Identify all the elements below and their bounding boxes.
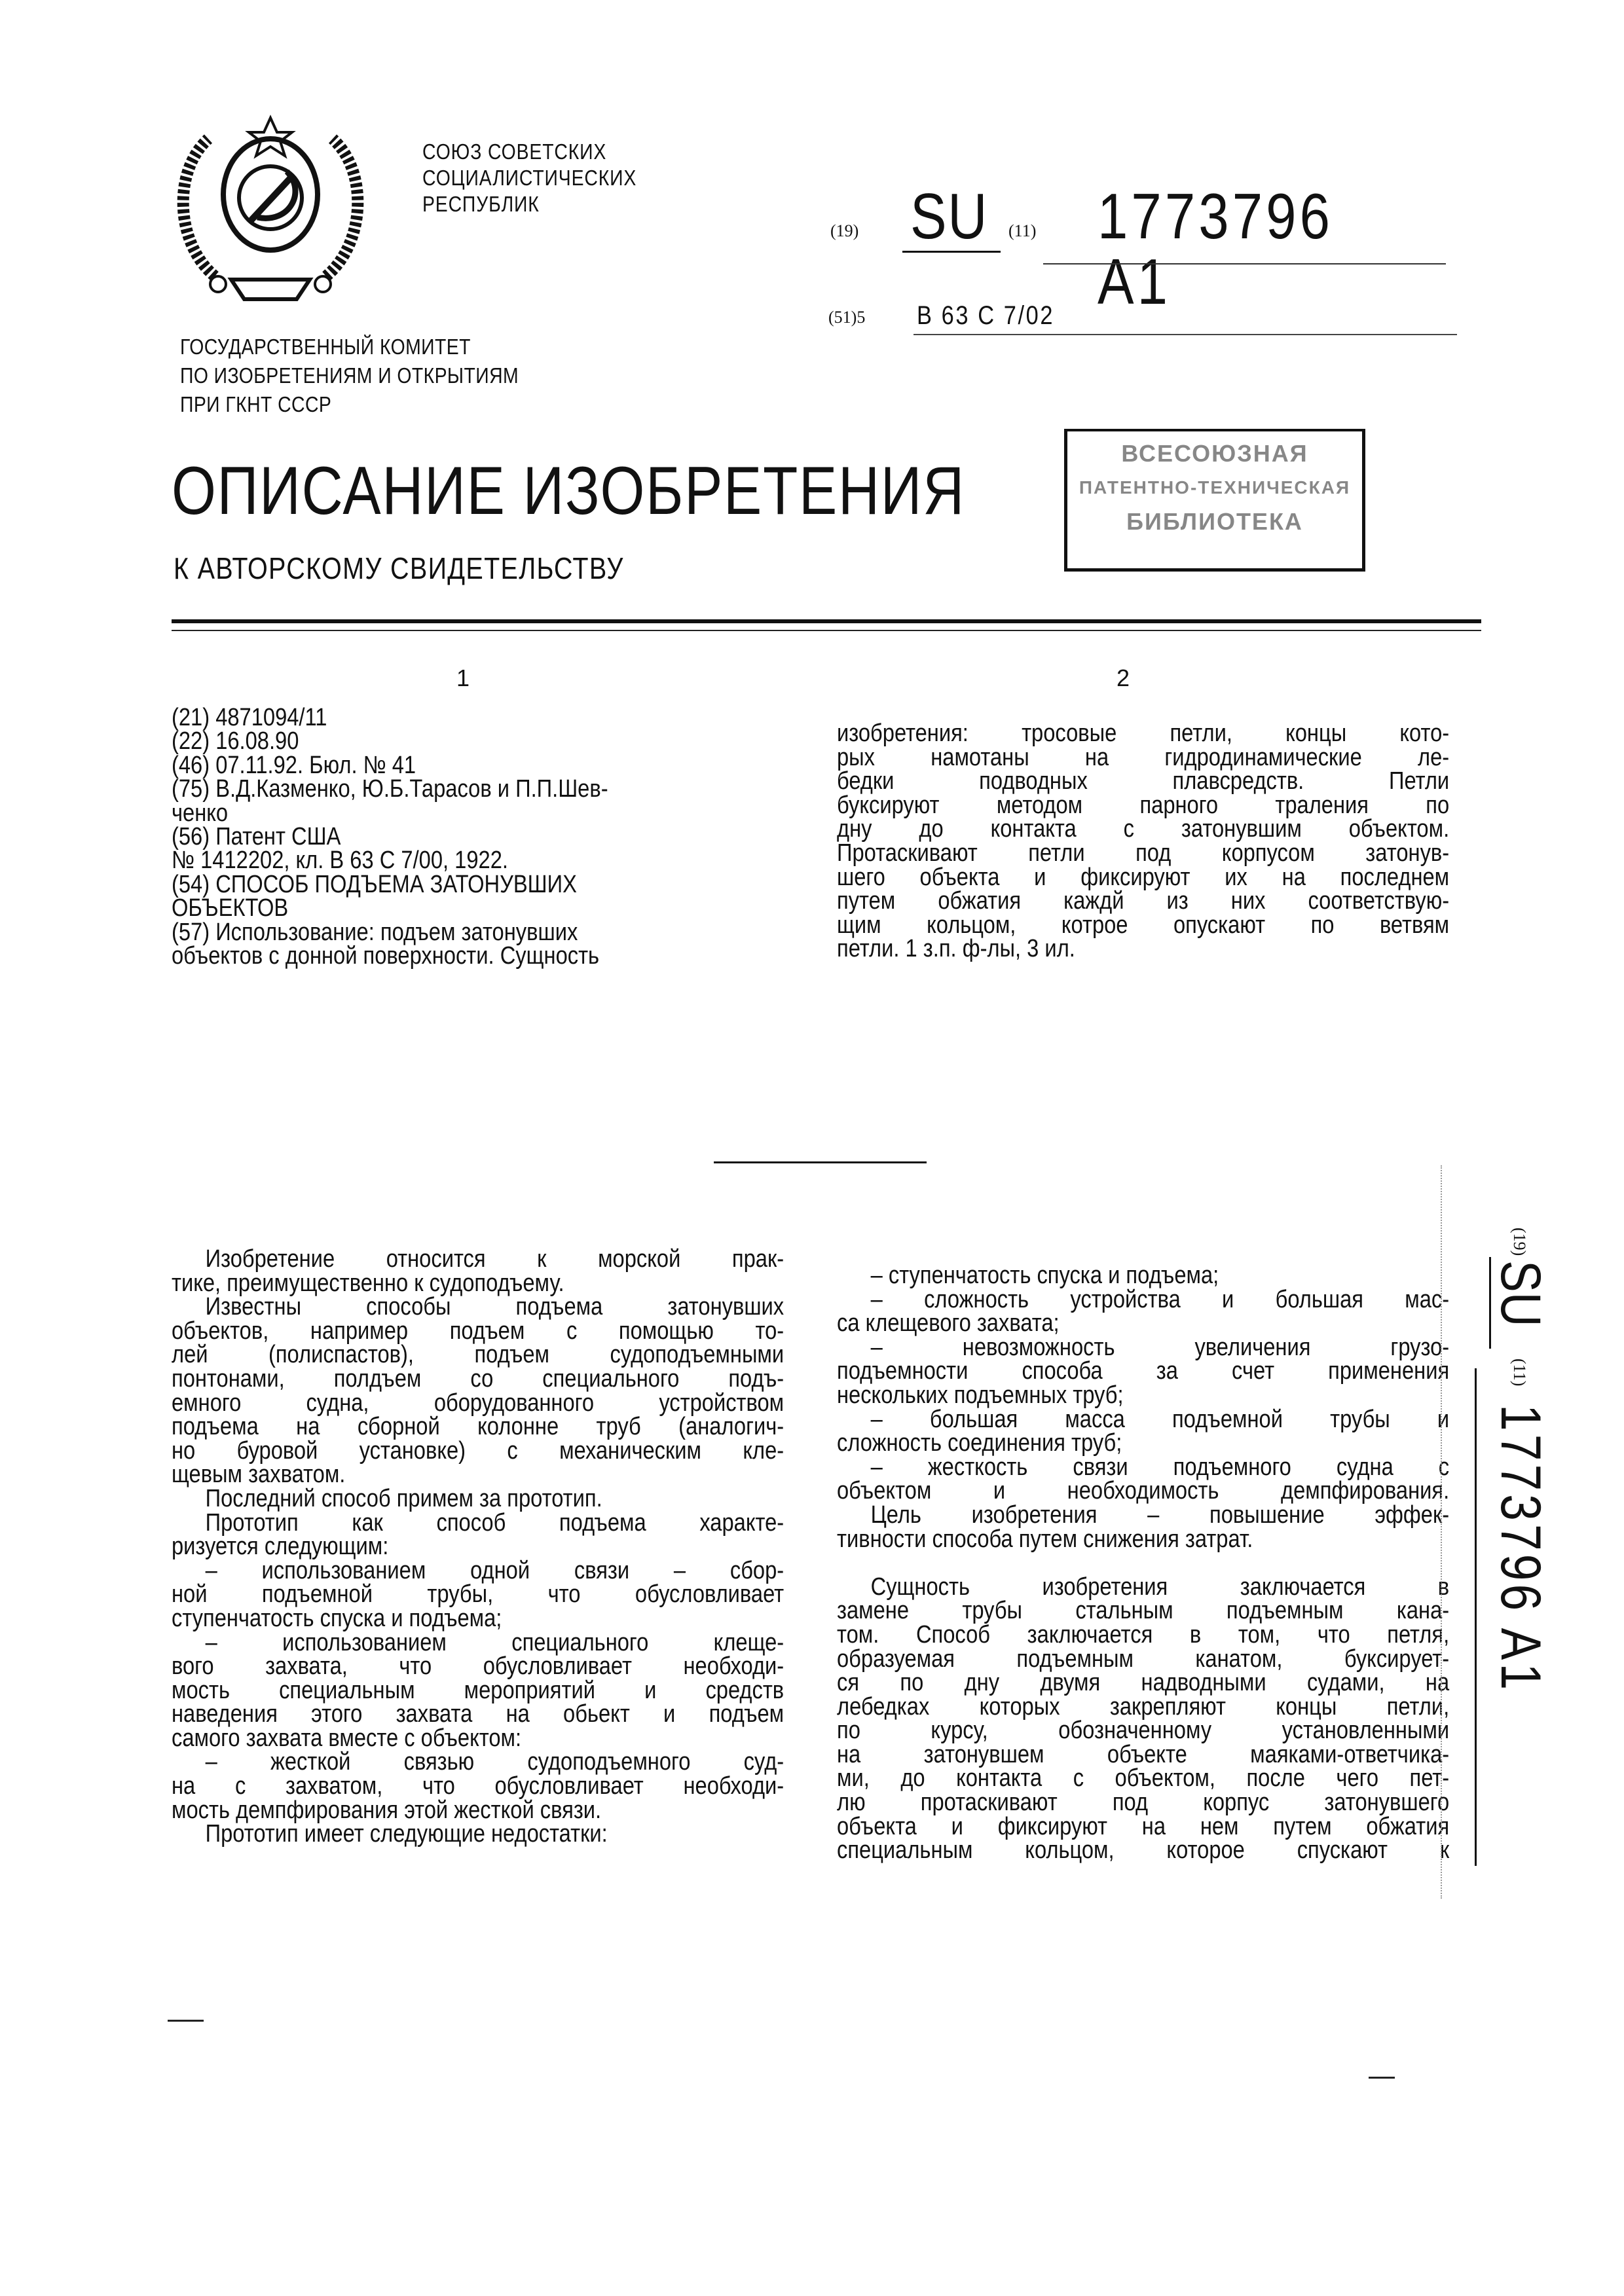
patent-number-underline: [1043, 263, 1446, 264]
text-line: лю протаскивают под корпус затонувшего: [837, 1791, 1449, 1815]
side-patent-label: [1464, 1201, 1549, 1869]
text-line: – невозможность увеличения грузо-: [837, 1336, 1449, 1360]
text-line: Последний способ примем за прототип.: [172, 1487, 784, 1511]
text-line: специальным кольцом, которое спускают к: [837, 1838, 1449, 1863]
side-inid-code-19: (19): [1509, 1228, 1529, 1256]
text-line: ризуется следующим:: [172, 1535, 784, 1559]
text-line: но буровой установке) с механическим кле-: [172, 1439, 784, 1463]
bibliographic-data: [172, 706, 784, 968]
text-line: лей (полиспастов), подъем судоподъемными: [172, 1343, 784, 1367]
ussr-coat-of-arms-icon: [169, 113, 372, 306]
text-line: ной подъемной трубы, что обусловливает: [172, 1582, 784, 1607]
text-line: ми, до контакта с объектом, после чего пет-: [837, 1766, 1449, 1791]
ipc-class: B 63 C 7/02: [917, 301, 1054, 331]
text-line: емного судна, оборудованного устройством: [172, 1391, 784, 1415]
text-line: ся по дну двумя надводными судами, на: [837, 1671, 1449, 1695]
ipc-underline: [913, 334, 1457, 335]
document-subtitle: К АВТОРСКОМУ СВИДЕТЕЛЬСТВУ: [174, 550, 624, 587]
text-line: по курсу, обозначенному установленными: [837, 1719, 1449, 1743]
country-line: СОЮЗ СОВЕТСКИХ: [422, 139, 637, 165]
side-patent-number: 1773796 A1: [1488, 1404, 1553, 1693]
text-line: тике, преимущественно к судоподъему.: [172, 1271, 784, 1296]
text-line: (75) В.Д.Казменко, Ю.Б.Тарасов и П.П.Шев-: [172, 777, 784, 801]
text-line: на затонувшем объекте маяками-ответчика-: [837, 1743, 1449, 1767]
text-line: Протаскивают петли под корпусом затонув-: [837, 841, 1449, 866]
text-line: шего объекта и фиксируют их на последнем: [837, 866, 1449, 890]
text-line: объектов с донной поверхности. Сущность: [172, 944, 784, 968]
committee-line: ПО ИЗОБРЕТЕНИЯМ И ОТКРЫТИЯМ: [180, 361, 519, 390]
column-number-right: 2: [1116, 665, 1130, 692]
text-line: – жесткость связи подъемного судна с: [837, 1455, 1449, 1480]
text-line: са клещевого захвата;: [837, 1311, 1449, 1336]
text-line: щим кольцом, котрое опускают по ветвям: [837, 913, 1449, 938]
text-line: сложность соединения труб;: [837, 1431, 1449, 1455]
column-number-left: 1: [456, 665, 470, 692]
text-line: (22) 16.08.90: [172, 729, 784, 753]
description-column-right: [837, 1264, 1449, 1863]
text-line: объектов, например подъем с помощью то-: [172, 1319, 784, 1343]
text-line: (57) Использование: подъем затонувших: [172, 920, 784, 944]
text-line: – ступенчатость спуска и подъема;: [837, 1264, 1449, 1288]
text-line: петли. 1 з.п. ф-лы, 3 ил.: [837, 937, 1449, 961]
side-country-underline: [1489, 1257, 1491, 1349]
text-line: – использованием одной связи – сбор-: [172, 1559, 784, 1583]
text-line: мость демпфирования этой жесткой связи.: [172, 1798, 784, 1823]
section-separator: [714, 1161, 927, 1163]
text-line: нескольких подъемных труб;: [837, 1383, 1449, 1408]
text-line: (54) СПОСОБ ПОДЪЕМА ЗАТОНУВШИХ: [172, 873, 784, 896]
document-title: ОПИСАНИЕ ИЗОБРЕТЕНИЯ: [172, 452, 965, 530]
inid-code-11: (11): [1008, 221, 1036, 241]
text-line: замене трубы стальным подъемным кана-: [837, 1599, 1449, 1623]
text-line: – сложность устройства и большая мас-: [837, 1288, 1449, 1312]
text-line: вого захвата, что обусловливает необходи-: [172, 1654, 784, 1679]
header-rule-thin: [172, 630, 1481, 631]
side-number-underline: [1475, 1368, 1477, 1866]
text-line: Прототип имеет следующие недостатки:: [172, 1822, 784, 1846]
committee-name: [180, 333, 519, 419]
country-code: SU: [910, 183, 988, 249]
text-line: ченко: [172, 801, 784, 825]
committee-line: ПРИ ГКНТ СССР: [180, 390, 519, 419]
text-line: Цель изобретения – повышение эффек-: [837, 1503, 1449, 1527]
committee-line: ГОСУДАРСТВЕННЫЙ КОМИТЕТ: [180, 333, 519, 361]
text-line: том. Способ заключается в том, что петля,: [837, 1623, 1449, 1647]
text-line: подъема на сборной колонне труб (аналогич-: [172, 1415, 784, 1439]
country-name: [422, 139, 637, 217]
text-line: ступенчатость спуска и подъема;: [172, 1607, 784, 1631]
text-line: Изобретение относится к морской прак-: [172, 1247, 784, 1271]
text-line: рых намотаны на гидродинамические ле-: [837, 746, 1449, 770]
text-line: подъемности способа за счет применения: [837, 1359, 1449, 1383]
text-line: мость специальным мероприятий и средств: [172, 1679, 784, 1703]
text-line: путем обжатия каждй из них соответствую-: [837, 889, 1449, 913]
text-line: образуемая подъемным канатом, буксирует-: [837, 1647, 1449, 1671]
stamp-line: ВСЕСОЮЗНАЯ: [1067, 437, 1362, 471]
text-line: (56) Патент США: [172, 825, 784, 848]
text-line: объекта и фиксируют на нем путем обжатия: [837, 1815, 1449, 1839]
inid-code-51: (51)5: [828, 308, 865, 327]
text-line: на с захватом, что обусловливает необходи-: [172, 1774, 784, 1798]
patent-number: 1773796 A1: [1098, 183, 1405, 314]
text-line: (46) 07.11.92. Бюл. № 41: [172, 754, 784, 777]
country-line: РЕСПУБЛИК: [422, 191, 637, 217]
text-line: (21) 4871094/11: [172, 706, 784, 729]
text-line: [837, 1551, 1449, 1575]
description-column-left: [172, 1247, 784, 1846]
text-line: самого захвата вместе с объектом:: [172, 1726, 784, 1751]
text-line: Сущность изобретения заключается в: [837, 1575, 1449, 1599]
text-line: лебедках которых закрепляют концы петли,: [837, 1695, 1449, 1719]
country-line: СОЦИАЛИСТИЧЕСКИХ: [422, 165, 637, 191]
margin-perforation: [1441, 1165, 1443, 1899]
library-stamp: [1064, 429, 1365, 572]
ipc-classification: [828, 301, 1457, 340]
side-country-code: SU: [1488, 1260, 1553, 1327]
text-line: объектом и необходимость демпфирования.: [837, 1479, 1449, 1503]
country-code-underline: [902, 251, 1001, 253]
text-line: – использованием специального клеще-: [172, 1631, 784, 1655]
text-line: наведения этого захвата на обьект и подъем: [172, 1702, 784, 1726]
text-line: изобретения: тросовые петли, концы кото-: [837, 721, 1449, 746]
stamp-line: ПАТЕНТНО-ТЕХНИЧЕСКАЯ: [1067, 471, 1362, 505]
text-line: № 1412202, кл. В 63 С 7/00, 1922.: [172, 848, 784, 872]
inid-code-19: (19): [830, 221, 858, 241]
patent-number-block: [830, 183, 1459, 255]
text-line: – большая масса подъемной трубы и: [837, 1408, 1449, 1432]
text-line: щевым захватом.: [172, 1463, 784, 1487]
footer-mark-right: [1369, 2077, 1395, 2079]
side-inid-code-11: (11): [1509, 1358, 1529, 1386]
text-line: тивности способа путем снижения затрат.: [837, 1527, 1449, 1552]
stamp-line: БИБЛИОТЕКА: [1067, 505, 1362, 539]
text-line: дну до контакта с затонувшим объектом.: [837, 817, 1449, 841]
text-line: бедки подводных плавсредств. Петли: [837, 769, 1449, 793]
text-line: – жесткой связью судоподъемного суд-: [172, 1750, 784, 1774]
text-line: понтонами, полдъем со специального подъ-: [172, 1367, 784, 1391]
text-line: Прототип как способ подъема характе-: [172, 1511, 784, 1535]
text-line: буксируют методом парного траления по: [837, 793, 1449, 818]
abstract-continued: [837, 721, 1449, 961]
footer-mark-left: [168, 2020, 204, 2022]
text-line: ОБЪЕКТОВ: [172, 896, 784, 920]
header-rule-thick: [172, 619, 1481, 623]
text-line: Известны способы подъема затонувших: [172, 1295, 784, 1319]
